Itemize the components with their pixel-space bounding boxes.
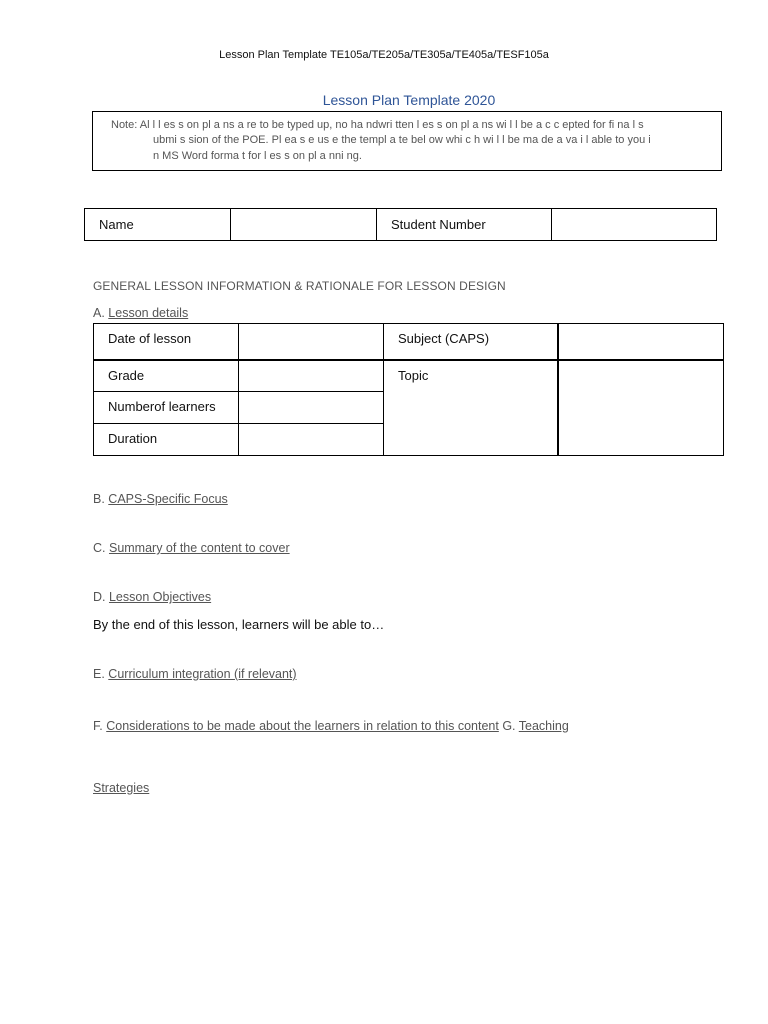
item-g-label: Teaching — [518, 719, 569, 733]
note-line-3: n MS Word forma t for l es s on pl a nni ng. — [153, 150, 362, 162]
date-field[interactable] — [239, 324, 384, 360]
duration-label: Duration — [94, 424, 239, 456]
item-f — [93, 719, 569, 733]
document-title: Lesson Plan Template 2020 — [322, 92, 496, 108]
subject-label: Subject (CAPS) — [384, 324, 558, 360]
item-g-continued — [93, 781, 149, 795]
item-f-label: Considerations to be made about the learners in relation to this content — [106, 719, 499, 733]
student-info-table — [84, 208, 717, 241]
duration-field[interactable] — [239, 424, 384, 456]
item-d-prefix: D. — [93, 590, 106, 604]
item-e — [93, 667, 297, 681]
note-box — [92, 111, 722, 171]
item-c — [93, 541, 290, 555]
item-f-prefix: F. — [93, 719, 103, 733]
item-g-prefix: G. — [502, 719, 516, 733]
item-b-label: CAPS-Specific Focus — [108, 492, 228, 506]
note-line-1: Note: Al l l es s on pl a ns a re to be typed up, no ha ndwri tten l es s on pl a ns wi l l be a c c epted for fi na l s — [111, 119, 644, 131]
name-field[interactable] — [231, 209, 377, 241]
lesson-details-table — [93, 323, 724, 456]
item-a-label: Lesson details — [108, 306, 189, 320]
course-code-header: Lesson Plan Template TE105a/TE205a/TE305a/TE405a/TESF105a — [219, 49, 549, 61]
item-a — [93, 306, 188, 320]
item-c-prefix: C. — [93, 541, 106, 555]
note-line-2: ubmi s sion of the POE. Pl ea s e us e the templ a te bel ow whi c h wi l l be ma de a va i l able to you i — [153, 134, 651, 146]
item-e-prefix: E. — [93, 667, 105, 681]
item-d — [93, 590, 211, 604]
item-c-label: Summary of the content to cover — [108, 541, 290, 555]
objectives-text: By the end of this lesson, learners will be able to… — [93, 617, 385, 632]
learners-field[interactable] — [239, 392, 384, 424]
item-d-label: Lesson Objectives — [108, 590, 212, 604]
topic-label: Topic — [384, 360, 558, 456]
topic-field[interactable] — [558, 360, 724, 456]
student-number-field[interactable] — [552, 209, 717, 241]
subject-field[interactable] — [558, 324, 724, 360]
item-a-prefix: A. — [93, 306, 105, 320]
grade-label: Grade — [94, 360, 239, 392]
item-e-label: Curriculum integration (if relevant) — [108, 667, 297, 681]
item-b-prefix: B. — [93, 492, 105, 506]
name-label: Name — [85, 209, 231, 241]
section-heading: GENERAL LESSON INFORMATION & RATIONALE FOR LESSON DESIGN — [93, 279, 506, 293]
grade-field[interactable] — [239, 360, 384, 392]
learners-label: Numberof learners — [94, 392, 239, 424]
item-g-label-continued: Strategies — [93, 781, 150, 795]
item-b — [93, 492, 228, 506]
student-number-label: Student Number — [377, 209, 552, 241]
date-label: Date of lesson — [94, 324, 239, 360]
